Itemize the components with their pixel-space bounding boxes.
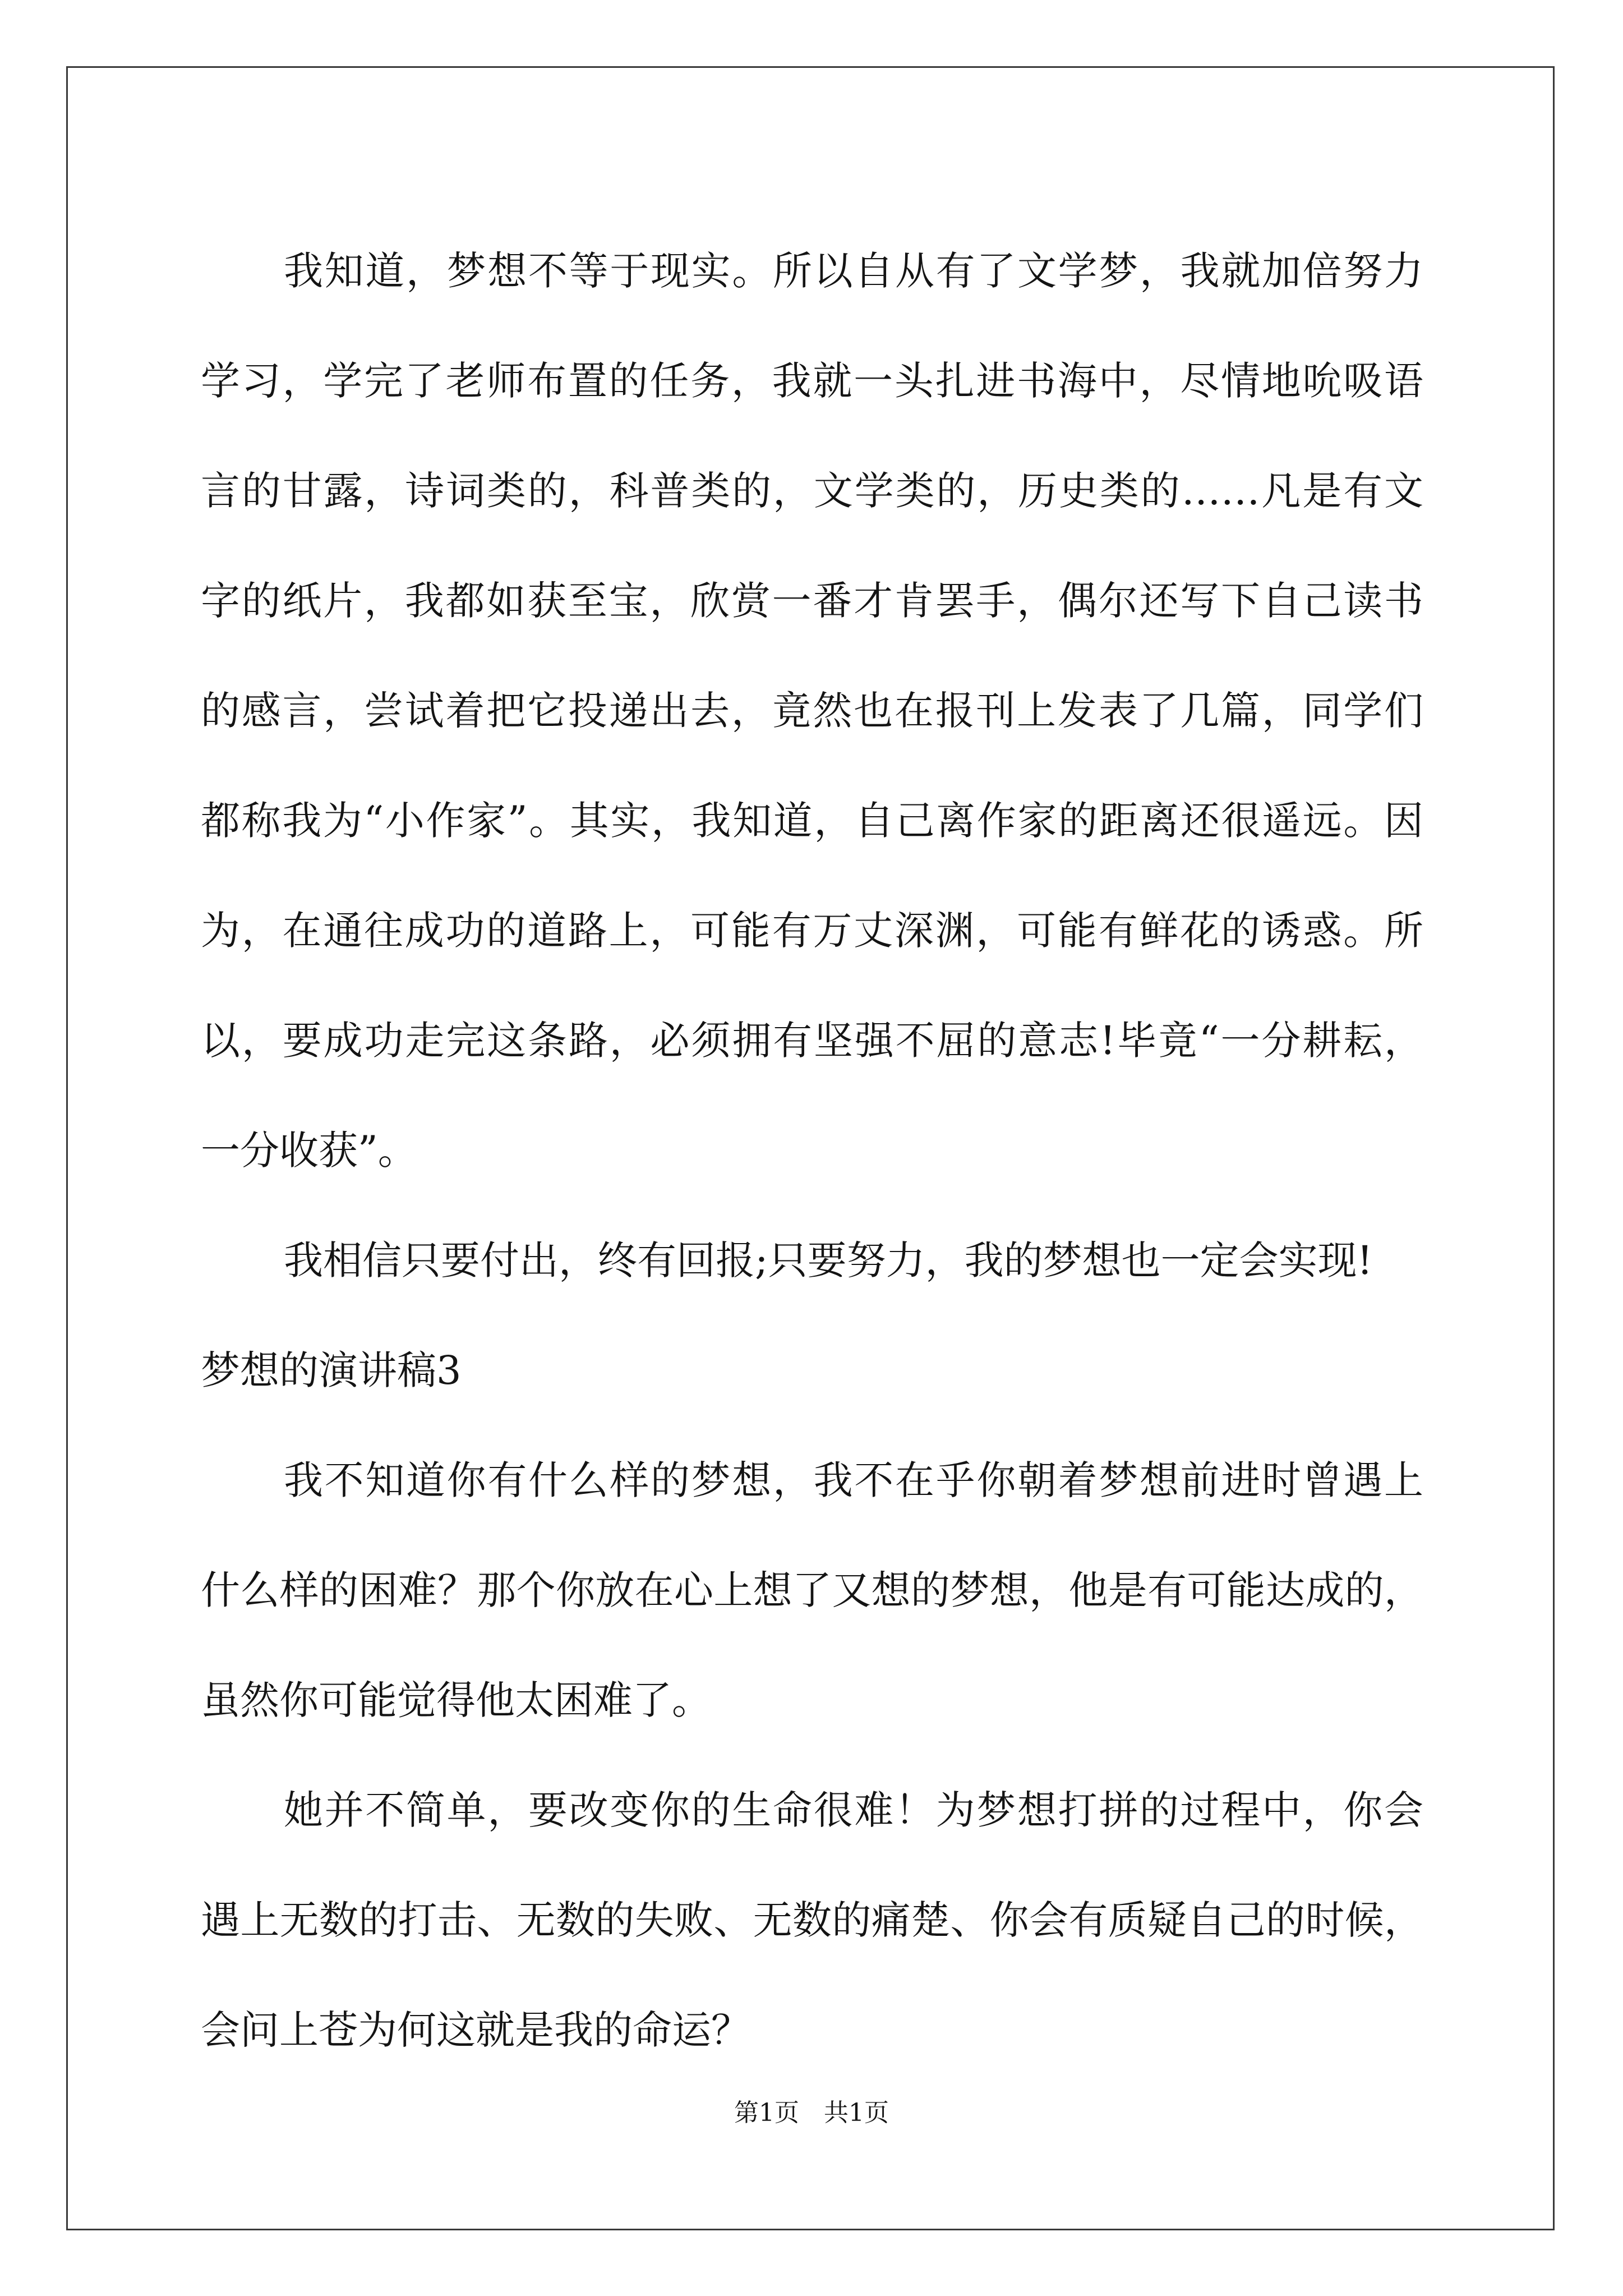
text-line: 字的纸片，我都如获至宝，欣赏一番才肯罢手，偶尔还写下自己读书	[201, 578, 1423, 624]
text-line: 的感言，尝试着把它投递出去，竟然也在报刊上发表了几篇，同学们	[201, 688, 1423, 734]
document-body	[201, 216, 1423, 2085]
text-line: 遇上无数的打击、无数的失败、无数的痛楚、你会有质疑自己的时候，	[201, 1897, 1423, 1943]
text-line: 我相信只要付出，终有回报;只要努力，我的梦想也一定会实现!	[284, 1237, 1373, 1283]
text-line: 为，在通往成功的道路上，可能有万丈深渊，可能有鲜花的诱惑。所	[201, 908, 1423, 954]
text-line: 会问上苍为何这就是我的命运？	[201, 2007, 750, 2053]
text-line: 她并不简单，要改变你的生命很难！为梦想打拼的过程中，你会	[284, 1787, 1423, 1833]
text-line: 虽然你可能觉得他太困难了。	[201, 1677, 711, 1723]
text-line: 我知道，梦想不等于现实。所以自从有了文学梦，我就加倍努力	[284, 248, 1423, 294]
text-line: 以，要成功走完这条路，必须拥有坚强不屈的意志!毕竟“一分耕耘，	[201, 1018, 1423, 1064]
page-footer: 第1页 共1页	[734, 2099, 889, 2127]
section-heading: 梦想的演讲稿3	[201, 1347, 462, 1393]
text-line: 都称我为“小作家”。其实，我知道，自己离作家的距离还很遥远。因	[201, 798, 1423, 844]
text-line: 我不知道你有什么样的梦想，我不在乎你朝着梦想前进时曾遇上	[284, 1457, 1423, 1503]
text-line: 一分收获”。	[201, 1128, 417, 1174]
text-line: 学习，学完了老师布置的任务，我就一头扎进书海中，尽情地吮吸语	[201, 358, 1423, 404]
text-line: 什么样的困难？那个你放在心上想了又想的梦想，他是有可能达成的，	[201, 1567, 1423, 1613]
text-line: 言的甘露，诗词类的，科普类的，文学类的，历史类的……凡是有文	[201, 468, 1423, 514]
